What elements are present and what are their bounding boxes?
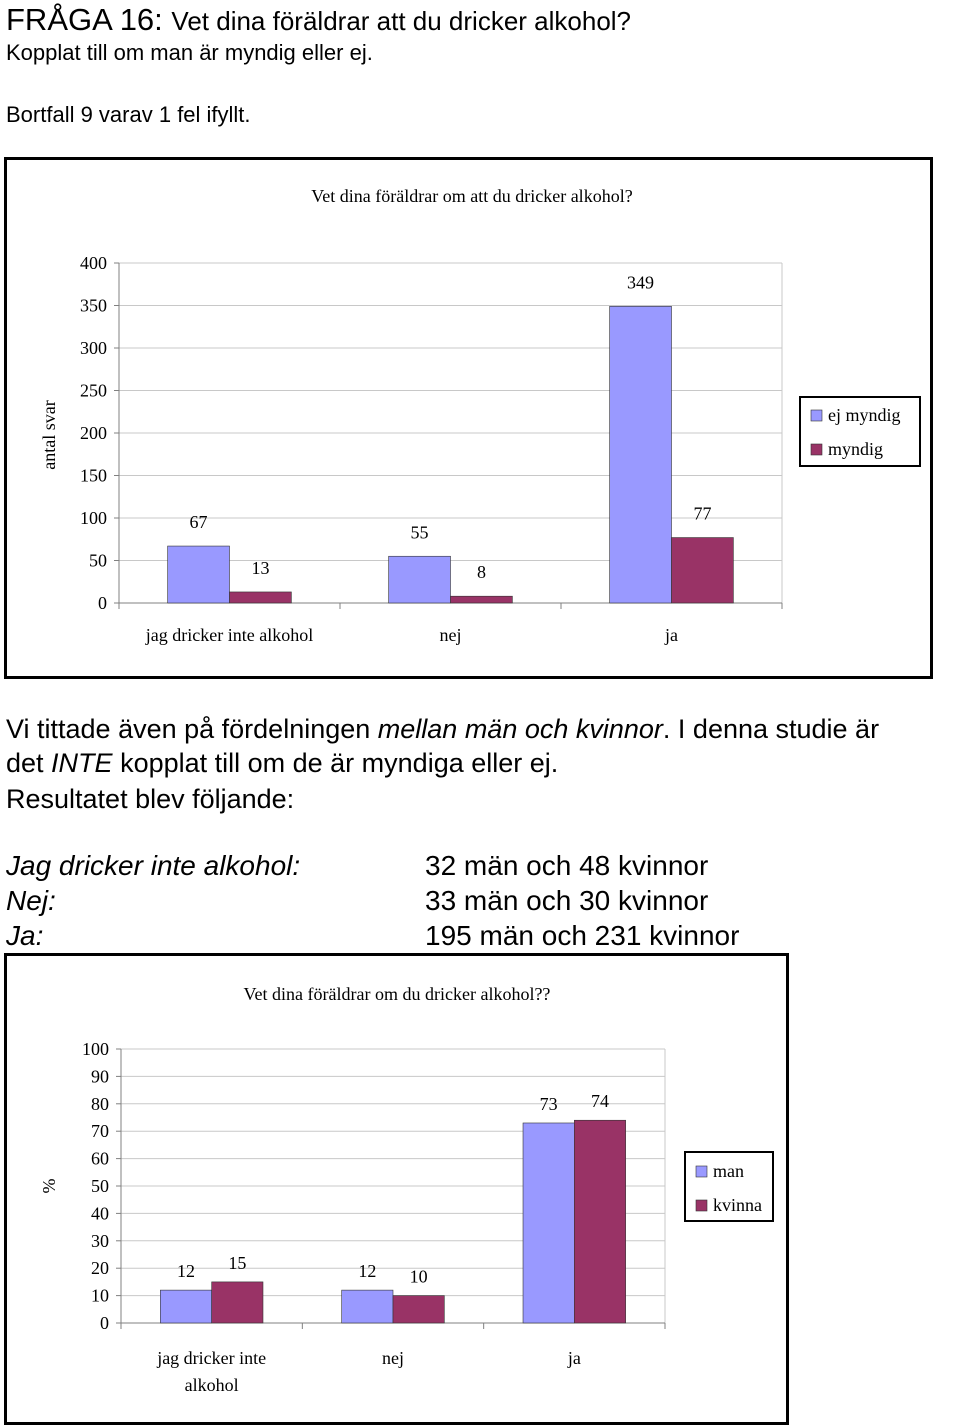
y-tick-label: 60 [91,1148,109,1169]
legend-swatch [696,1200,707,1211]
x-tick-label: alkohol [184,1375,239,1395]
y-tick-label: 20 [91,1258,109,1279]
result-value: 195 män och 231 kvinnor [425,920,740,951]
bar [574,1120,625,1323]
data-label: 55 [410,522,429,543]
x-tick-label: ja [567,1348,581,1368]
legend-label: ej myndig [828,405,901,425]
data-label: 349 [627,272,655,293]
question-heading [6,2,631,38]
x-tick-label: ja [665,625,678,645]
bar [393,1296,444,1323]
bar [212,1282,263,1323]
legend-swatch [811,444,822,455]
paragraph-line-2 [6,748,558,779]
legend-swatch [696,1166,707,1177]
paragraph-line-3: Resultatet blev följande: [6,784,295,814]
data-label: 10 [409,1266,428,1287]
y-tick-label: 10 [91,1285,109,1306]
x-tick-label: nej [439,625,462,645]
y-tick-label: 200 [80,423,107,443]
y-tick-label: 80 [91,1093,109,1114]
data-label: 15 [228,1252,247,1273]
chart-2 [7,956,786,1422]
y-tick-label: 30 [91,1230,109,1251]
data-label: 13 [251,557,270,578]
chart-1 [7,160,930,676]
data-label: 77 [693,503,712,524]
result-value: 32 män och 48 kvinnor [425,850,709,881]
y-tick-label: 100 [82,1039,109,1059]
x-tick-label: jag dricker inte [157,1348,267,1368]
bar [451,596,513,603]
bar [230,592,292,603]
y-tick-label: 50 [89,550,107,571]
paragraph-text: kopplat till om de är myndiga eller ej. [112,748,559,778]
data-label: 73 [539,1093,558,1114]
y-tick-label: 150 [80,465,107,486]
paragraph-emphasis: mellan män och kvinnor [377,714,663,744]
bar [523,1123,574,1323]
y-tick-label: 400 [80,253,107,273]
chart-title: Vet dina föräldrar om att du dricker alkohol? [311,186,633,206]
bar [342,1290,393,1323]
bar [168,546,230,603]
y-tick-label: 50 [91,1176,109,1196]
y-tick-label: 70 [91,1121,109,1142]
y-tick-label: 0 [100,1313,109,1333]
dropout-note: Bortfall 9 varav 1 fel ifyllt. [6,102,251,127]
bar [610,306,672,603]
data-label: 74 [590,1091,609,1112]
result-label: Jag dricker inte alkohol: [6,850,301,881]
data-label: 8 [476,562,486,583]
x-tick-label: jag dricker inte alkohol [145,625,314,645]
y-tick-label: 300 [80,338,107,358]
y-tick-label: 350 [80,295,107,316]
paragraph-line-1 [6,714,879,745]
data-label: 67 [189,512,208,533]
bar [672,538,734,603]
result-label: Ja: [6,920,44,951]
question-text: Vet dina föräldrar att du dricker alkohol? [171,6,632,36]
paragraph-text: . I denna studie är [662,714,880,744]
question-label: FRÅGA 16: [6,2,163,37]
legend-label: kvinna [713,1195,762,1215]
subtitle: Kopplat till om man är myndig eller ej. [6,40,373,65]
bar [160,1290,211,1323]
data-label: 12 [358,1261,377,1282]
paragraph-text: det [6,748,52,778]
y-tick-label: 100 [80,508,107,528]
paragraph-text: Vi tittade även på fördelningen [6,714,378,744]
x-tick-label: nej [382,1348,404,1368]
legend-swatch [811,410,822,421]
chart-frame-1 [4,157,933,679]
paragraph-emphasis: INTE [51,748,113,778]
bar [389,556,451,603]
y-tick-label: 250 [80,380,107,401]
chart-frame-2 [4,953,789,1425]
y-tick-label: 90 [91,1066,109,1087]
legend-label: myndig [828,439,884,459]
y-tick-label: 0 [98,593,107,613]
legend-label: man [713,1161,744,1181]
y-axis-label: antal svar [39,400,59,470]
data-label: 12 [177,1261,196,1282]
result-label: Nej: [6,885,56,916]
result-value: 33 män och 30 kvinnor [425,885,709,916]
y-tick-label: 40 [91,1203,109,1224]
y-axis-label: % [39,1178,59,1194]
chart-title: Vet dina föräldrar om du dricker alkohol?? [243,984,551,1004]
